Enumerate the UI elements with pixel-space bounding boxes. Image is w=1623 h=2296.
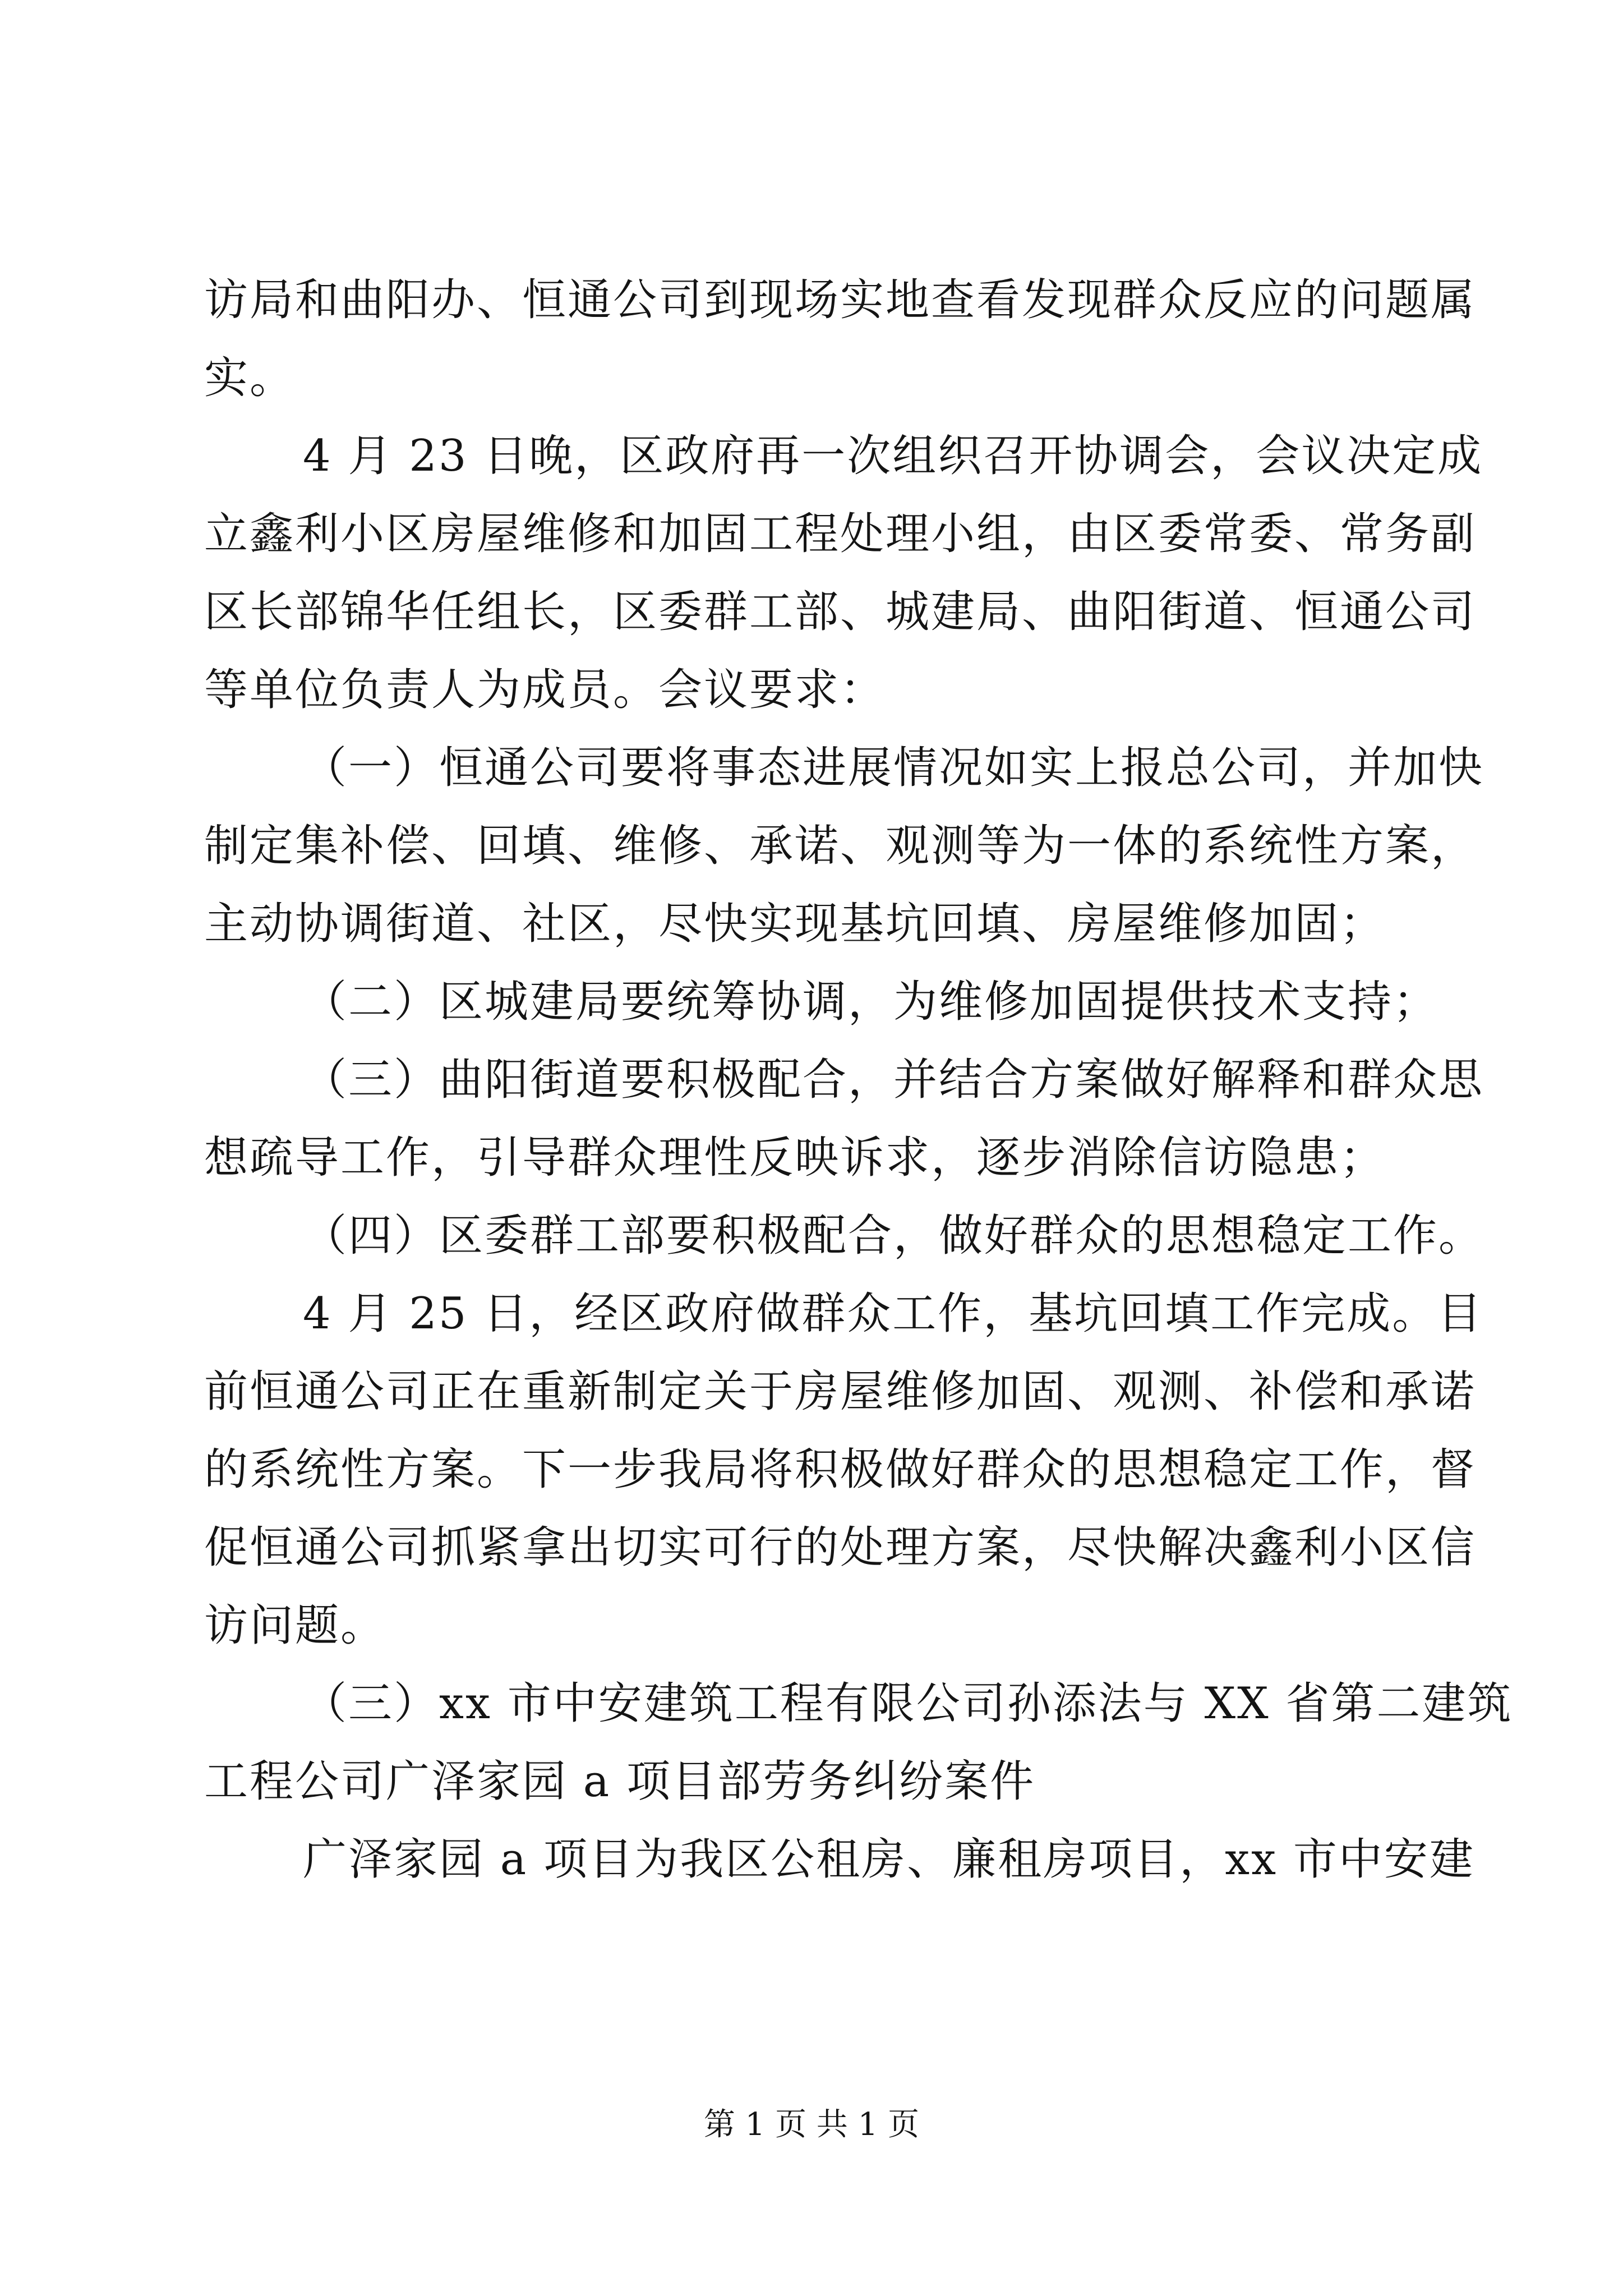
paragraph-start-line: 4 月 23 日晚，区政府再一次组织召开协调会，会议决定成 bbox=[303, 431, 1483, 481]
text-line: 区长部锦华任组长，区委群工部、城建局、曲阳街道、恒通公司 bbox=[204, 587, 1477, 637]
section-heading-line: （三）xx 市中安建筑工程有限公司孙添法与 XX 省第二建筑 bbox=[303, 1678, 1513, 1729]
text-line: 等单位负责人为成员。会议要求： bbox=[204, 665, 886, 715]
text-line: 促恒通公司抓紧拿出切实可行的处理方案，尽快解决鑫利小区信 bbox=[204, 1522, 1477, 1573]
text-line: 访问题。 bbox=[204, 1600, 386, 1651]
section-heading-line: 工程公司广泽家园 a 项目部劳务纠纷案件 bbox=[204, 1756, 1036, 1807]
list-item-3-line: （三）曲阳街道要积极配合，并结合方案做好解释和群众思 bbox=[303, 1055, 1484, 1105]
text-line: 前恒通公司正在重新制定关于房屋维修加固、观测、补偿和承诺 bbox=[204, 1366, 1477, 1417]
text-line: 实。 bbox=[204, 353, 296, 403]
list-item-2-line: （二）区城建局要统筹协调，为维修加固提供技术支持； bbox=[303, 977, 1439, 1027]
text-line: 想疏导工作，引导群众理性反映诉求，逐步消除信访隐患； bbox=[204, 1133, 1386, 1183]
paragraph-start-line: 4 月 25 日，经区政府做群众工作，基坑回填工作完成。目 bbox=[303, 1289, 1483, 1339]
text-line: 的系统性方案。下一步我局将积极做好群众的思想稳定工作，督 bbox=[204, 1444, 1477, 1495]
text-line: 主动协调街道、社区，尽快实现基坑回填、房屋维修加固； bbox=[204, 899, 1386, 949]
text-line: 访局和曲阳办、恒通公司到现场实地查看发现群众反应的问题属 bbox=[204, 275, 1477, 325]
document-body bbox=[204, 261, 1513, 1899]
text-line: 制定集补偿、回填、维修、承诺、观测等为一体的系统性方案， bbox=[204, 821, 1477, 871]
text-line: 立鑫利小区房屋维修和加固工程处理小组，由区委常委、常务副 bbox=[204, 509, 1477, 559]
list-item-4-line: （四）区委群工部要积极配合，做好群众的思想稳定工作。 bbox=[303, 1211, 1484, 1261]
list-item-1-line: （一）恒通公司要将事态进展情况如实上报总公司，并加快 bbox=[303, 743, 1484, 793]
page-footer: 第 1 页 共 1 页 bbox=[703, 2106, 920, 2143]
paragraph-start-line: 广泽家园 a 项目为我区公租房、廉租房项目，xx 市中安建 bbox=[303, 1834, 1475, 1885]
